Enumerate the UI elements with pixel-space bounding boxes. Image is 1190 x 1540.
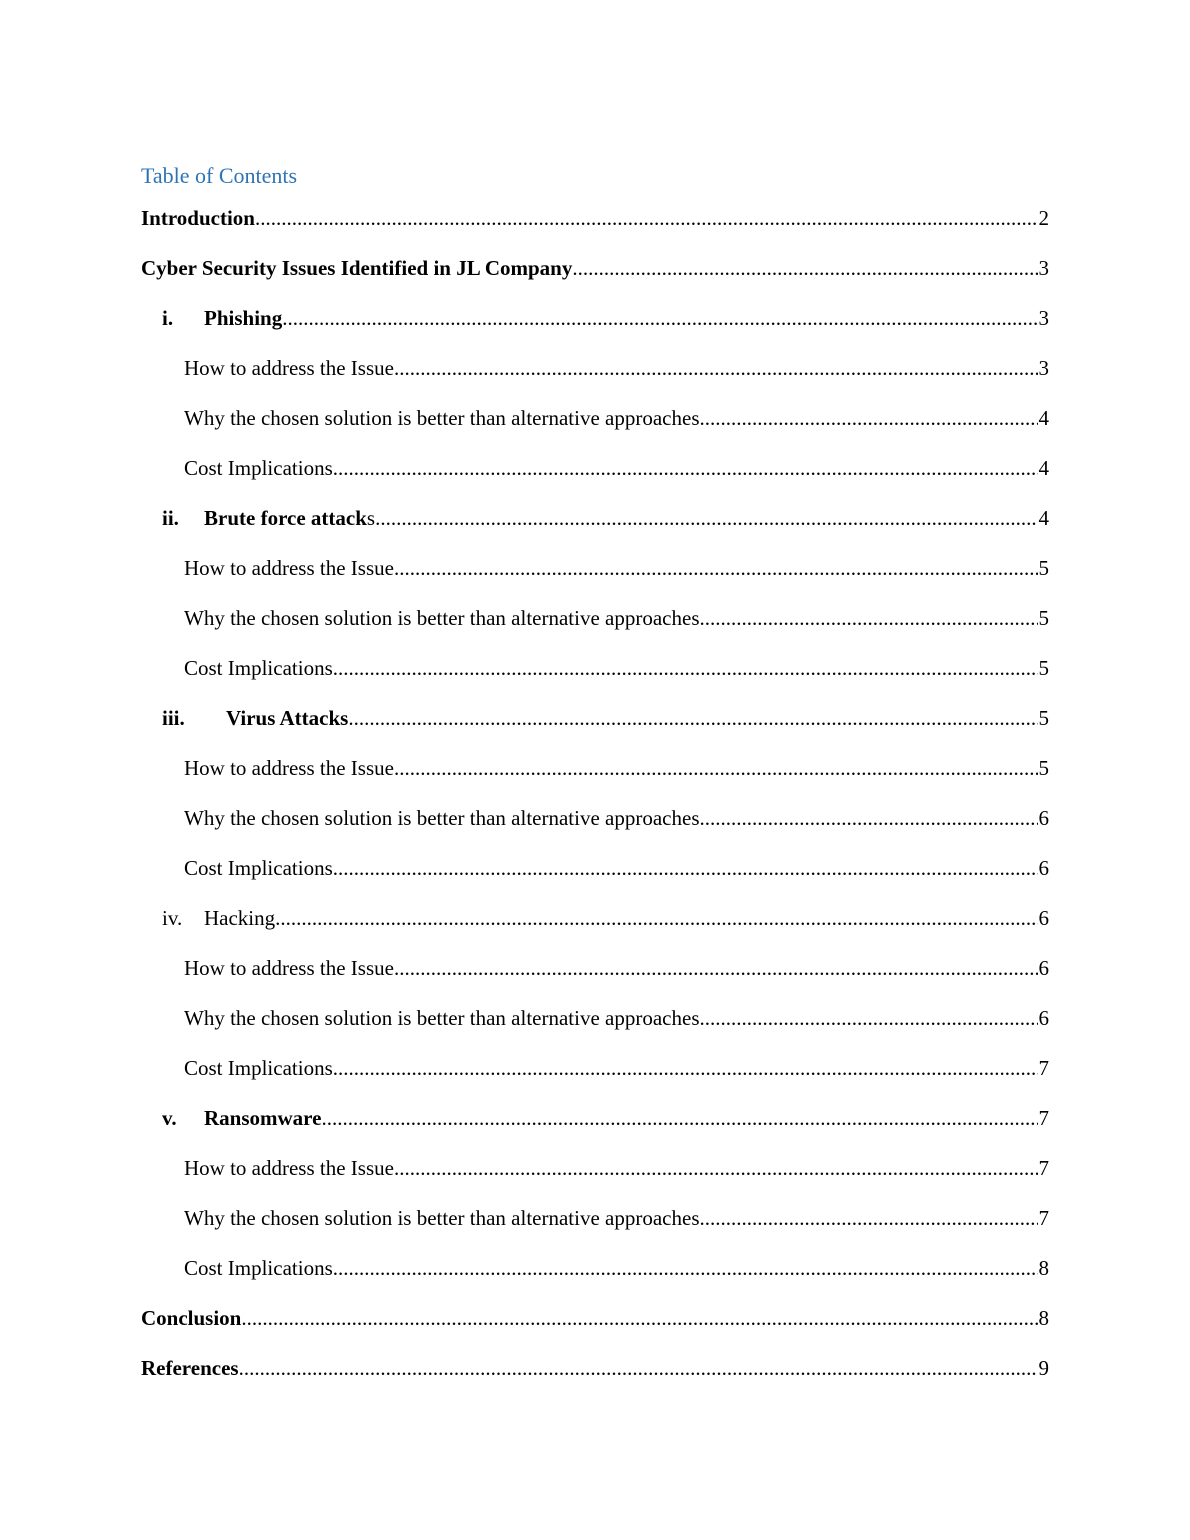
toc-entry-title: How to address the Issue bbox=[184, 1156, 394, 1180]
toc-entry[interactable] bbox=[141, 203, 1049, 233]
toc-entry-number: iii. bbox=[162, 706, 185, 730]
dot-leader bbox=[394, 953, 1038, 983]
toc-entry[interactable] bbox=[162, 903, 1049, 933]
dot-leader bbox=[394, 753, 1038, 783]
toc-entry-page-number: 6 bbox=[1038, 956, 1049, 980]
dot-leader bbox=[572, 253, 1037, 283]
toc-entry-page-number: 9 bbox=[1038, 1356, 1049, 1380]
toc-entry-page-number: 7 bbox=[1038, 1056, 1049, 1080]
toc-entry-page-number: 8 bbox=[1038, 1256, 1049, 1280]
dot-leader bbox=[275, 903, 1037, 933]
toc-entry[interactable] bbox=[141, 253, 1049, 283]
toc-entry-title: Why the chosen solution is better than alternative approaches bbox=[184, 806, 700, 830]
toc-entry-title: Why the chosen solution is better than alternative approaches bbox=[184, 606, 700, 630]
dot-leader bbox=[700, 1003, 1038, 1033]
toc-entry-title: Why the chosen solution is better than alternative approaches bbox=[184, 406, 700, 430]
toc-entry-page-number: 3 bbox=[1038, 306, 1049, 330]
toc-entry-title: How to address the Issue bbox=[184, 556, 394, 580]
dot-leader bbox=[241, 1303, 1037, 1333]
toc-entry-page-number: 5 bbox=[1038, 556, 1049, 580]
toc-entry-title: How to address the Issue bbox=[184, 356, 394, 380]
toc-entry-page-number: 3 bbox=[1038, 356, 1049, 380]
toc-entry-page-number: 5 bbox=[1038, 706, 1049, 730]
toc-entry-number: iv. bbox=[162, 906, 183, 930]
toc-entry[interactable] bbox=[184, 403, 1049, 433]
toc-entry-title: Ransomware bbox=[204, 1106, 322, 1130]
toc-entry-page-number: 8 bbox=[1038, 1306, 1049, 1330]
toc-entry-page-number: 3 bbox=[1038, 256, 1049, 280]
toc-entry-title: Phishing bbox=[204, 306, 283, 330]
toc-entry[interactable] bbox=[141, 1303, 1049, 1333]
toc-entry-number: i. bbox=[162, 306, 174, 330]
toc-entry[interactable] bbox=[184, 1203, 1049, 1233]
toc-entry-page-number: 5 bbox=[1038, 756, 1049, 780]
toc-entry[interactable] bbox=[162, 303, 1049, 333]
dot-leader bbox=[394, 1153, 1038, 1183]
toc-entry-page-number: 4 bbox=[1038, 456, 1049, 480]
toc-entry-page-number: 4 bbox=[1038, 406, 1049, 430]
toc-entry-title: Introduction bbox=[141, 206, 255, 230]
toc-entry-title: Conclusion bbox=[141, 1306, 242, 1330]
dot-leader bbox=[394, 553, 1038, 583]
toc-entry[interactable] bbox=[184, 803, 1049, 833]
toc-entry-title: Why the chosen solution is better than alternative approaches bbox=[184, 1206, 700, 1230]
dot-leader bbox=[700, 403, 1038, 433]
toc-entry[interactable] bbox=[184, 453, 1049, 483]
dot-leader bbox=[321, 1103, 1037, 1133]
toc-entry-page-number: 2 bbox=[1038, 206, 1049, 230]
toc-entry-title: How to address the Issue bbox=[184, 956, 394, 980]
dot-leader bbox=[394, 353, 1038, 383]
toc-entry-title: Cost Implications bbox=[184, 656, 333, 680]
toc-entry-page-number: 5 bbox=[1038, 656, 1049, 680]
toc-entry[interactable] bbox=[184, 953, 1049, 983]
toc-entry-title: Brute force attack bbox=[204, 506, 367, 530]
toc-entry-title: Cost Implications bbox=[184, 456, 333, 480]
dot-leader bbox=[700, 1203, 1038, 1233]
dot-leader bbox=[375, 503, 1037, 533]
toc-entry-page-number: 5 bbox=[1038, 606, 1049, 630]
toc-entry[interactable] bbox=[184, 1053, 1049, 1083]
toc-entry[interactable] bbox=[184, 353, 1049, 383]
dot-leader bbox=[333, 453, 1038, 483]
dot-leader bbox=[333, 1253, 1038, 1283]
toc-entry-page-number: 7 bbox=[1038, 1106, 1049, 1130]
dot-leader bbox=[348, 703, 1037, 733]
toc-entry-title-suffix: s bbox=[366, 506, 376, 530]
toc-entry-page-number: 6 bbox=[1038, 1006, 1049, 1030]
dot-leader bbox=[255, 203, 1038, 233]
dot-leader bbox=[700, 803, 1038, 833]
toc-entry[interactable] bbox=[141, 1353, 1049, 1383]
toc-entry-number: v. bbox=[162, 1106, 177, 1130]
toc-entry[interactable] bbox=[162, 503, 1049, 533]
dot-leader bbox=[333, 853, 1038, 883]
toc-entry-title: Cost Implications bbox=[184, 856, 333, 880]
toc-entry-title: References bbox=[141, 1356, 239, 1380]
toc-entry[interactable] bbox=[162, 703, 1049, 733]
toc-entry-title: Cost Implications bbox=[184, 1056, 333, 1080]
toc-entry-title: How to address the Issue bbox=[184, 756, 394, 780]
toc-entry[interactable] bbox=[184, 753, 1049, 783]
toc-entry[interactable] bbox=[162, 1103, 1049, 1133]
toc-entry-title: Virus Attacks bbox=[226, 706, 349, 730]
toc-entry-title: Cost Implications bbox=[184, 1256, 333, 1280]
dot-leader bbox=[333, 1053, 1038, 1083]
toc-entry-title: Hacking bbox=[204, 906, 276, 930]
toc-heading: Table of Contents bbox=[141, 163, 298, 188]
toc-entry-title: Why the chosen solution is better than alternative approaches bbox=[184, 1006, 700, 1030]
dot-leader bbox=[239, 1353, 1038, 1383]
toc-entry[interactable] bbox=[184, 603, 1049, 633]
toc-entry-page-number: 7 bbox=[1038, 1156, 1049, 1180]
toc-entry[interactable] bbox=[184, 1253, 1049, 1283]
toc-entry[interactable] bbox=[184, 1003, 1049, 1033]
toc-entry-number: ii. bbox=[162, 506, 179, 530]
dot-leader bbox=[700, 603, 1038, 633]
toc-entry-title: Cyber Security Issues Identified in JL Company bbox=[141, 256, 573, 280]
toc-entry[interactable] bbox=[184, 653, 1049, 683]
toc-entry-page-number: 6 bbox=[1038, 906, 1049, 930]
toc-entry-page-number: 6 bbox=[1038, 806, 1049, 830]
toc-entry-page-number: 4 bbox=[1038, 506, 1049, 530]
dot-leader bbox=[333, 653, 1038, 683]
toc-entry[interactable] bbox=[184, 1153, 1049, 1183]
toc-entry[interactable] bbox=[184, 853, 1049, 883]
toc-entry[interactable] bbox=[184, 553, 1049, 583]
toc-entry-page-number: 7 bbox=[1038, 1206, 1049, 1230]
toc-entry-page-number: 6 bbox=[1038, 856, 1049, 880]
dot-leader bbox=[282, 303, 1037, 333]
